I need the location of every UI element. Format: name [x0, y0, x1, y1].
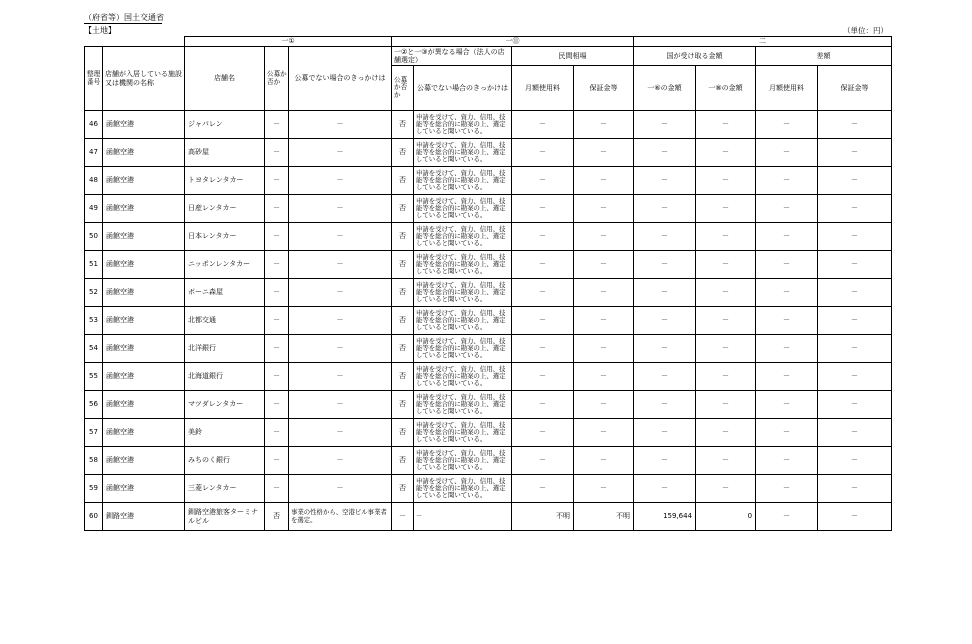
public-b-value: 否 [392, 279, 414, 307]
store-name: トヨタレンタカー [185, 167, 265, 195]
trigger-b-value: 申請を受けて、資力、信用、技能等を総合的に勘案の上、選定していると聞いている。 [414, 475, 512, 503]
trigger-a-value: － [289, 223, 392, 251]
public-a-value: － [265, 195, 289, 223]
received-r8-value: － [696, 363, 756, 391]
trigger-a-value: － [289, 391, 392, 419]
public-a-value: － [265, 447, 289, 475]
trigger-b-value: 申請を受けて、資力、信用、技能等を総合的に勘案の上、選定していると聞いている。 [414, 391, 512, 419]
market-deposit-value: － [574, 279, 634, 307]
received-r6-value: － [634, 195, 696, 223]
col-r6-header: 一⑥の金額 [634, 66, 696, 111]
market-monthly-value: － [512, 391, 574, 419]
received-r8-value: － [696, 195, 756, 223]
col-public-b-header: 公募か否か [392, 66, 414, 111]
trigger-b-value: － [414, 503, 512, 531]
trigger-a-value: － [289, 447, 392, 475]
market-monthly-value: － [512, 223, 574, 251]
table-row [85, 419, 892, 447]
store-name: 美鈴 [185, 419, 265, 447]
facility-name: 函館空港 [103, 475, 185, 503]
store-name: 高砂屋 [185, 139, 265, 167]
store-name: 日産レンタカー [185, 195, 265, 223]
market-monthly-value: － [512, 419, 574, 447]
trigger-a-value: － [289, 139, 392, 167]
market-monthly-value: － [512, 335, 574, 363]
received-r6-value: － [634, 139, 696, 167]
store-name: 北洋銀行 [185, 335, 265, 363]
diff-deposit-value: － [818, 503, 892, 531]
col-monthly-header: 月額使用料 [512, 66, 574, 111]
market-monthly-value: － [512, 475, 574, 503]
received-r8-value: － [696, 335, 756, 363]
row-number: 52 [85, 279, 103, 307]
market-deposit-value: － [574, 139, 634, 167]
public-b-value: 否 [392, 111, 414, 139]
table-row [85, 363, 892, 391]
trigger-a-value: － [289, 475, 392, 503]
store-name: ボーニ森屋 [185, 279, 265, 307]
diff-monthly-value: － [756, 111, 818, 139]
trigger-a-value: － [289, 363, 392, 391]
trigger-b-value: 申請を受けて、資力、信用、技能等を総合的に勘案の上、選定していると聞いている。 [414, 307, 512, 335]
diff-header: 差額 [756, 47, 892, 66]
diff-monthly-value: － [756, 503, 818, 531]
received-r6-value: － [634, 223, 696, 251]
market-monthly-value: 不明 [512, 503, 574, 531]
received-r6-value: 159,644 [634, 503, 696, 531]
public-b-value: 否 [392, 251, 414, 279]
market-deposit-value: － [574, 363, 634, 391]
col-d-deposit-header: 保証金等 [818, 66, 892, 111]
market-monthly-value: － [512, 307, 574, 335]
market-monthly-value: － [512, 195, 574, 223]
diff-deposit-value: － [818, 223, 892, 251]
received-r8-value: － [696, 167, 756, 195]
trigger-b-value: 申請を受けて、資力、信用、技能等を総合的に勘案の上、選定していると聞いている。 [414, 363, 512, 391]
facility-name: 釧路空港 [103, 503, 185, 531]
facility-name: 函館空港 [103, 251, 185, 279]
market-deposit-value: － [574, 251, 634, 279]
market-monthly-value: － [512, 363, 574, 391]
public-a-value: － [265, 167, 289, 195]
received-r8-value: － [696, 447, 756, 475]
diff-deposit-value: － [818, 419, 892, 447]
header-row-1 [85, 37, 892, 47]
received-r8-value: － [696, 279, 756, 307]
diff-deposit-value: － [818, 307, 892, 335]
row-number: 50 [85, 223, 103, 251]
public-b-value: 否 [392, 335, 414, 363]
trigger-b-value: 申請を受けて、資力、信用、技能等を総合的に勘案の上、選定していると聞いている。 [414, 195, 512, 223]
group-a-header: 一① [185, 37, 392, 47]
col-d-monthly-header: 月額使用料 [756, 66, 818, 111]
public-a-value: － [265, 279, 289, 307]
table-body [85, 111, 892, 531]
store-name: 釧路空港旅客ターミナルビル [185, 503, 265, 531]
trigger-a-value: － [289, 195, 392, 223]
market-deposit-value: － [574, 307, 634, 335]
public-b-value: 否 [392, 447, 414, 475]
public-b-value: 否 [392, 167, 414, 195]
public-b-value: 否 [392, 475, 414, 503]
received-r6-value: － [634, 447, 696, 475]
diff-monthly-value: － [756, 279, 818, 307]
disclosure-table [84, 36, 892, 531]
received-r8-value: 0 [696, 503, 756, 531]
received-r8-value: － [696, 419, 756, 447]
row-number: 54 [85, 335, 103, 363]
col-facility-header: 店舗が入居している施設又は機関の名称 [103, 47, 185, 111]
diff-monthly-value: － [756, 195, 818, 223]
diff-monthly-value: － [756, 223, 818, 251]
header-blank [85, 37, 185, 47]
store-name: 日本レンタカー [185, 223, 265, 251]
market-deposit-value: － [574, 111, 634, 139]
received-r8-value: － [696, 223, 756, 251]
store-name: マツダレンタカー [185, 391, 265, 419]
store-name: ニッポンレンタカー [185, 251, 265, 279]
store-name: みちのく銀行 [185, 447, 265, 475]
received-r8-value: － [696, 251, 756, 279]
market-monthly-value: － [512, 251, 574, 279]
trigger-b-value: 申請を受けて、資力、信用、技能等を総合的に勘案の上、選定していると聞いている。 [414, 447, 512, 475]
public-b-value: 否 [392, 307, 414, 335]
diff-deposit-value: － [818, 447, 892, 475]
col-trigger-b-header: 公募でない場合のきっかけは [414, 66, 512, 111]
table-row [85, 251, 892, 279]
received-r8-value: － [696, 139, 756, 167]
table-row [85, 503, 892, 531]
facility-name: 函館空港 [103, 139, 185, 167]
table-row [85, 223, 892, 251]
row-number: 60 [85, 503, 103, 531]
public-a-value: － [265, 419, 289, 447]
public-a-value: 否 [265, 503, 289, 531]
market-deposit-value: 不明 [574, 503, 634, 531]
diff-deposit-value: － [818, 195, 892, 223]
facility-name: 函館空港 [103, 391, 185, 419]
table-row [85, 475, 892, 503]
trigger-b-value: 申請を受けて、資力、信用、技能等を総合的に勘案の上、選定していると聞いている。 [414, 111, 512, 139]
market-deposit-value: － [574, 335, 634, 363]
row-number: 58 [85, 447, 103, 475]
received-r6-value: － [634, 111, 696, 139]
col-r8-header: 一⑧の金額 [696, 66, 756, 111]
diff-monthly-value: － [756, 363, 818, 391]
trigger-b-value: 申請を受けて、資力、信用、技能等を総合的に勘案の上、選定していると聞いている。 [414, 279, 512, 307]
row-number: 55 [85, 363, 103, 391]
store-name: ジャパレン [185, 111, 265, 139]
diff-monthly-value: － [756, 391, 818, 419]
market-monthly-value: － [512, 447, 574, 475]
row-number: 51 [85, 251, 103, 279]
table-row [85, 195, 892, 223]
trigger-b-value: 申請を受けて、資力、信用、技能等を総合的に勘案の上、選定していると聞いている。 [414, 167, 512, 195]
public-b-value: 否 [392, 223, 414, 251]
received-r6-value: － [634, 251, 696, 279]
sub-b-header: 一②と一③が異なる場合（法人の店舗選定） [392, 47, 512, 66]
received-r6-value: － [634, 307, 696, 335]
received-r8-value: － [696, 391, 756, 419]
col-store-header: 店舗名 [185, 47, 265, 111]
diff-deposit-value: － [818, 111, 892, 139]
received-r6-value: － [634, 391, 696, 419]
market-header: 民間相場 [512, 47, 634, 66]
diff-deposit-value: － [818, 279, 892, 307]
store-name: 三菱レンタカー [185, 475, 265, 503]
table-row [85, 279, 892, 307]
diff-monthly-value: － [756, 139, 818, 167]
group-b-header: 一⑪ [392, 37, 634, 47]
public-b-value: － [392, 503, 414, 531]
agency-label: （府省等）国土交通省 [84, 13, 164, 22]
market-monthly-value: － [512, 279, 574, 307]
trigger-a-value: － [289, 335, 392, 363]
table-row [85, 391, 892, 419]
market-monthly-value: － [512, 111, 574, 139]
group-c-header: 二 [634, 37, 892, 47]
diff-monthly-value: － [756, 307, 818, 335]
public-a-value: － [265, 111, 289, 139]
public-a-value: － [265, 223, 289, 251]
public-a-value: － [265, 251, 289, 279]
market-deposit-value: － [574, 195, 634, 223]
public-b-value: 否 [392, 195, 414, 223]
facility-name: 函館空港 [103, 419, 185, 447]
received-r6-value: － [634, 167, 696, 195]
diff-monthly-value: － [756, 251, 818, 279]
row-number: 49 [85, 195, 103, 223]
trigger-a-value: － [289, 167, 392, 195]
received-r6-value: － [634, 335, 696, 363]
trigger-a-value: － [289, 307, 392, 335]
facility-name: 函館空港 [103, 363, 185, 391]
trigger-a-value: － [289, 419, 392, 447]
store-name: 北都交通 [185, 307, 265, 335]
table-row [85, 447, 892, 475]
market-monthly-value: － [512, 139, 574, 167]
row-number: 53 [85, 307, 103, 335]
received-r6-value: － [634, 419, 696, 447]
market-deposit-value: － [574, 447, 634, 475]
col-trigger-a-header: 公募でない場合のきっかけは [289, 47, 392, 111]
facility-name: 函館空港 [103, 223, 185, 251]
facility-name: 函館空港 [103, 111, 185, 139]
unit-label: （単位：円） [843, 26, 888, 35]
row-number: 56 [85, 391, 103, 419]
trigger-a-value: － [289, 251, 392, 279]
public-a-value: － [265, 475, 289, 503]
diff-deposit-value: － [818, 391, 892, 419]
col-no-header: 整理番号 [85, 47, 103, 111]
received-r6-value: － [634, 475, 696, 503]
diff-deposit-value: － [818, 335, 892, 363]
col-public-a-header: 公募か否か [265, 47, 289, 111]
trigger-b-value: 申請を受けて、資力、信用、技能等を総合的に勘案の上、選定していると聞いている。 [414, 223, 512, 251]
row-number: 47 [85, 139, 103, 167]
received-r6-value: － [634, 279, 696, 307]
trigger-a-value: － [289, 111, 392, 139]
public-b-value: 否 [392, 391, 414, 419]
facility-name: 函館空港 [103, 307, 185, 335]
received-r8-value: － [696, 307, 756, 335]
row-number: 59 [85, 475, 103, 503]
market-deposit-value: － [574, 167, 634, 195]
public-b-value: 否 [392, 363, 414, 391]
row-number: 57 [85, 419, 103, 447]
trigger-b-value: 申請を受けて、資力、信用、技能等を総合的に勘案の上、選定していると聞いている。 [414, 419, 512, 447]
trigger-b-value: 申請を受けて、資力、信用、技能等を総合的に勘案の上、選定していると聞いている。 [414, 139, 512, 167]
market-deposit-value: － [574, 475, 634, 503]
trigger-b-value: 申請を受けて、資力、信用、技能等を総合的に勘案の上、選定していると聞いている。 [414, 251, 512, 279]
row-number: 48 [85, 167, 103, 195]
category-label: 【土地】 [84, 26, 116, 35]
received-r6-value: － [634, 363, 696, 391]
received-header: 国が受け取る金額 [634, 47, 756, 66]
public-a-value: － [265, 335, 289, 363]
trigger-b-value: 申請を受けて、資力、信用、技能等を総合的に勘案の上、選定していると聞いている。 [414, 335, 512, 363]
public-b-value: 否 [392, 419, 414, 447]
agency-underline [84, 23, 162, 24]
trigger-a-value: － [289, 279, 392, 307]
diff-deposit-value: － [818, 475, 892, 503]
market-deposit-value: － [574, 419, 634, 447]
row-number: 46 [85, 111, 103, 139]
facility-name: 函館空港 [103, 195, 185, 223]
header-row-2 [85, 47, 892, 66]
diff-monthly-value: － [756, 447, 818, 475]
store-name: 北海道銀行 [185, 363, 265, 391]
facility-name: 函館空港 [103, 279, 185, 307]
diff-deposit-value: － [818, 363, 892, 391]
public-a-value: － [265, 307, 289, 335]
facility-name: 函館空港 [103, 167, 185, 195]
received-r8-value: － [696, 111, 756, 139]
table-row [85, 167, 892, 195]
diff-monthly-value: － [756, 167, 818, 195]
trigger-a-value: 事業の性格から、空港ビル事業者を選定。 [289, 503, 392, 531]
public-a-value: － [265, 363, 289, 391]
diff-monthly-value: － [756, 419, 818, 447]
market-deposit-value: － [574, 223, 634, 251]
diff-deposit-value: － [818, 167, 892, 195]
diff-deposit-value: － [818, 251, 892, 279]
col-deposit-header: 保証金等 [574, 66, 634, 111]
public-a-value: － [265, 391, 289, 419]
diff-deposit-value: － [818, 139, 892, 167]
diff-monthly-value: － [756, 475, 818, 503]
table-row [85, 307, 892, 335]
public-b-value: 否 [392, 139, 414, 167]
facility-name: 函館空港 [103, 447, 185, 475]
market-deposit-value: － [574, 391, 634, 419]
table-row [85, 139, 892, 167]
table-row [85, 111, 892, 139]
table-row [85, 335, 892, 363]
diff-monthly-value: － [756, 335, 818, 363]
received-r8-value: － [696, 475, 756, 503]
market-monthly-value: － [512, 167, 574, 195]
facility-name: 函館空港 [103, 335, 185, 363]
public-a-value: － [265, 139, 289, 167]
